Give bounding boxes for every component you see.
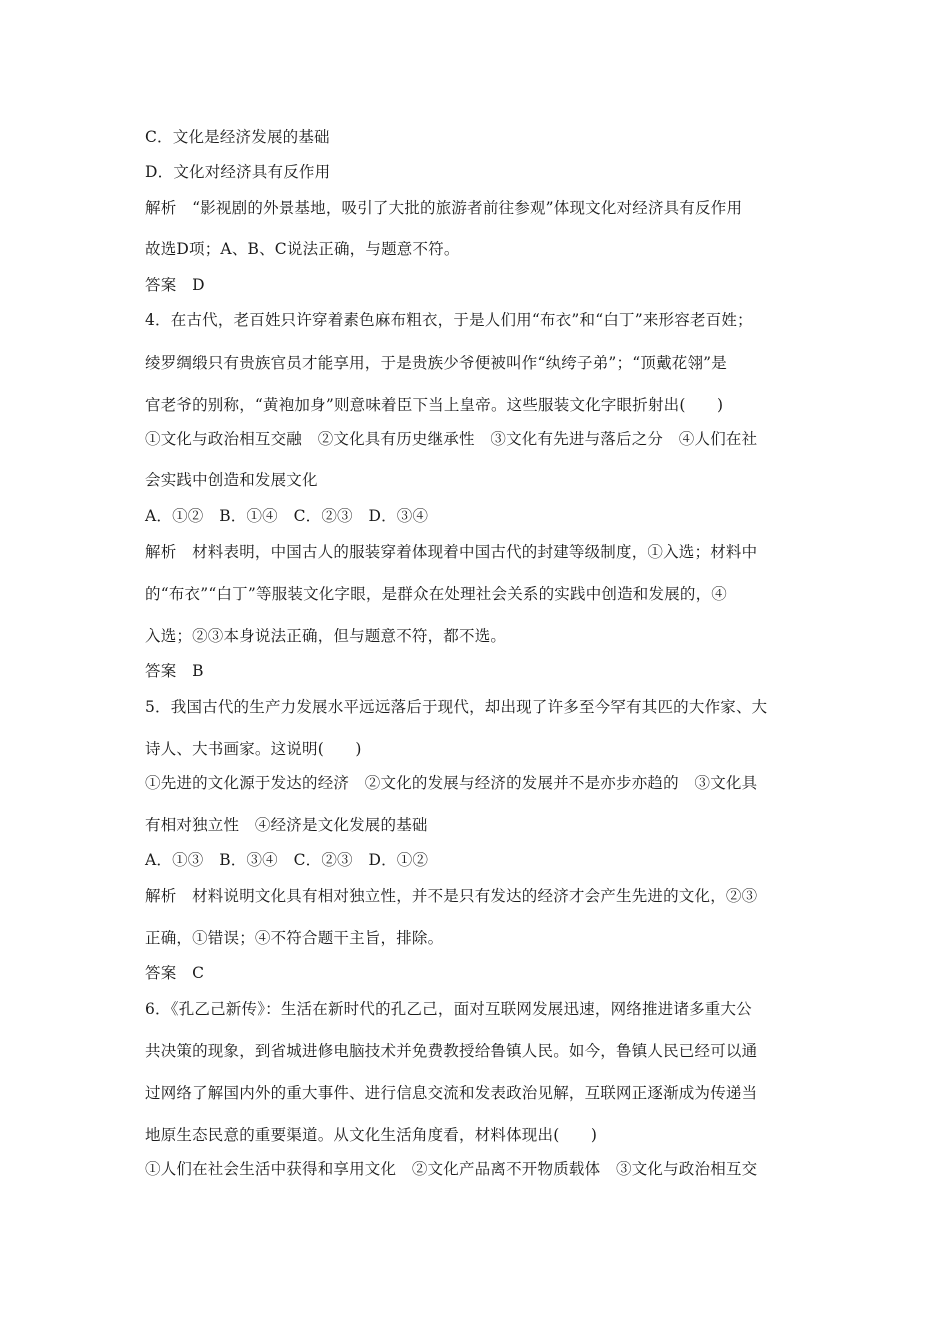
analysis-text: 的“布衣”“白丁”等服装文化字眼，是群众在处理社会关系的实践中创造和发展的，④ bbox=[145, 585, 727, 603]
analysis-text: 正确，①错误；④不符合题干主旨，排除。 bbox=[145, 929, 444, 947]
question-text: 4．在古代，老百姓只许穿着素色麻布粗衣，于是人们用“布衣”和“白丁”来形容老百姓； bbox=[145, 311, 753, 329]
question-text: 共决策的现象，到省城进修电脑技术并免费教授给鲁镇人民。如今，鲁镇人民已经可以通 bbox=[145, 1042, 758, 1060]
option-c: C．文化是经济发展的基础 bbox=[145, 128, 330, 146]
question-text: 地原生态民意的重要渠道。从文化生活角度看，材料体现出( ) bbox=[145, 1126, 598, 1144]
question-text: 5．我国古代的生产力发展水平远远落后于现代，却出现了许多至今罕有其匹的大作家、大 bbox=[145, 698, 768, 716]
answer-options: A．①③ B．③④ C．②③ D．①② bbox=[145, 851, 429, 869]
option-d: D．文化对经济具有反作用 bbox=[145, 163, 331, 181]
statement-list: ①文化与政治相互交融 ②文化具有历史继承性 ③文化有先进与落后之分 ④人们在社 bbox=[145, 430, 758, 448]
analysis-text: 故选D项；A、B、C说法正确，与题意不符。 bbox=[145, 240, 460, 258]
statement-list: ①人们在社会生活中获得和享用文化 ②文化产品离不开物质载体 ③文化与政治相互交 bbox=[145, 1160, 758, 1178]
answer-label: 答案 B bbox=[145, 662, 204, 680]
statement-list: 会实践中创造和发展文化 bbox=[145, 471, 318, 489]
question-text: 过网络了解国内外的重大事件、进行信息交流和发表政治见解，互联网正逐渐成为传递当 bbox=[145, 1084, 758, 1102]
answer-options: A．①② B．①④ C．②③ D．③④ bbox=[145, 507, 429, 525]
question-text: 诗人、大书画家。这说明( ) bbox=[145, 740, 362, 758]
statement-list: 有相对独立性 ④经济是文化发展的基础 bbox=[145, 816, 428, 834]
analysis-text: 解析 “影视剧的外景基地，吸引了大批的旅游者前往参观”体现文化对经济具有反作用 bbox=[145, 199, 743, 217]
question-text: 绫罗绸缎只有贵族官员才能享用，于是贵族少爷便被叫作“纨绔子弟”；“顶戴花翎”是 bbox=[145, 354, 727, 372]
analysis-text: 解析 材料说明文化具有相对独立性，并不是只有发达的经济才会产生先进的文化，②③ bbox=[145, 887, 758, 905]
analysis-text: 入选；②③本身说法正确，但与题意不符，都不选。 bbox=[145, 627, 507, 645]
statement-list: ①先进的文化源于发达的经济 ②文化的发展与经济的发展并不是亦步亦趋的 ③文化具 bbox=[145, 774, 758, 792]
analysis-text: 解析 材料表明，中国古人的服装穿着体现着中国古代的封建等级制度，①入选；材料中 bbox=[145, 543, 758, 561]
answer-label: 答案 C bbox=[145, 964, 205, 982]
answer-label: 答案 D bbox=[145, 276, 205, 294]
question-text: 官老爷的别称，“黄袍加身”则意味着臣下当上皇帝。这些服装文化字眼折射出( ) bbox=[145, 396, 724, 414]
question-text: 6．《孔乙己新传》：生活在新时代的孔乙己，面对互联网发展迅速，网络推进诸多重大公 bbox=[145, 1000, 752, 1018]
